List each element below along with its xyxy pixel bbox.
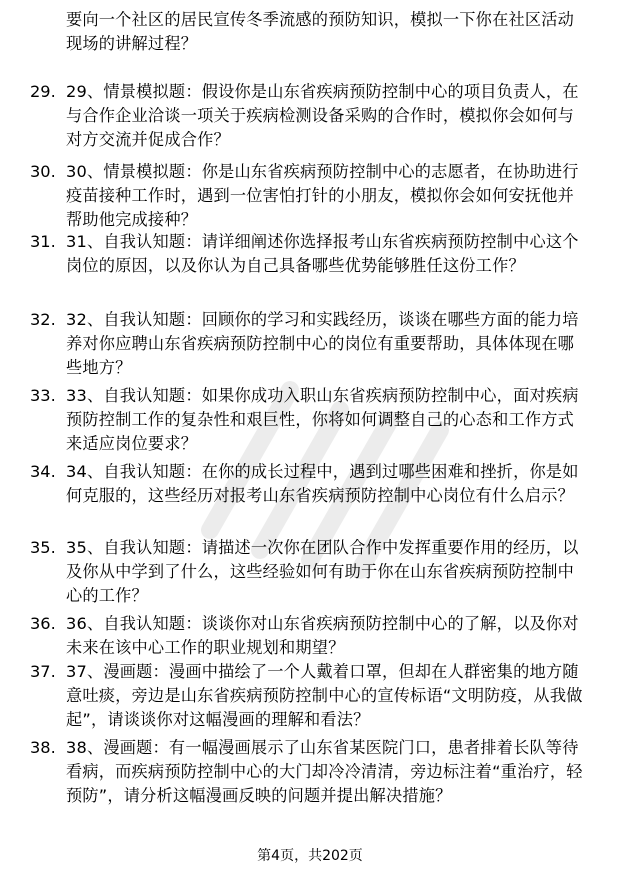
question-text: 32、自我认知题：回顾你的学习和实践经历，谈谈在哪些方面的能力培养对你应聘山东省疾病预防控制中心的岗位有重要帮助，具体体现在哪些地方？	[66, 310, 579, 377]
question-number: 37.	[30, 662, 56, 681]
question-text: 36、自我认知题：谈谈你对山东省疾病预防控制中心的了解，以及你对未来在该中心工作的职业规划和期望？	[66, 614, 579, 657]
question-number: 32.	[30, 310, 56, 329]
question-text: 35、自我认知题：请描述一次你在团队合作中发挥重要作用的经历，以及你从中学到了什么，这些经验如何有助于你在山东省疾病预防控制中心的工作？	[66, 538, 579, 605]
question-number: 36.	[30, 614, 56, 633]
page-number: 第4页，共202页	[257, 848, 363, 864]
question-number: 29.	[30, 82, 56, 101]
question-text: 37、漫画题：漫画中描绘了一个人戴着口罩，但却在人群密集的地方随意吐痰，旁边是山东省疾病预防控制中心的宣传标语“文明防疫，从我做起”，请谈谈你对这幅漫画的理解和看法？	[66, 662, 583, 729]
question-number: 33.	[30, 386, 56, 405]
question-text: 33、自我认知题：如果你成功入职山东省疾病预防控制中心，面对疾病预防控制工作的复杂性和艰巨性，你将如何调整自己的心态和工作方式来适应岗位要求？	[66, 386, 579, 453]
question-text: 30、情景模拟题：你是山东省疾病预防控制中心的志愿者，在协助进行疫苗接种工作时，遇到一位害怕打针的小朋友，模拟你会如何安抚他并帮助他完成接种？	[66, 162, 579, 229]
question-number: 34.	[30, 462, 56, 481]
question-text: 34、自我认知题：在你的成长过程中，遇到过哪些困难和挫折，你是如何克服的，这些经历对报考山东省疾病预防控制中心岗位有什么启示？	[66, 462, 579, 505]
question-number: 30.	[30, 162, 56, 181]
question-text: 38、漫画题：有一幅漫画展示了山东省某医院门口，患者排着长队等待看病，而疾病预防控制中心的大门却冷冷清清，旁边标注着“重治疗，轻预防”，请分析这幅漫画反映的问题并提出解决措施？	[66, 738, 583, 805]
question-number: 31.	[30, 232, 56, 251]
question-text: 29、情景模拟题：假设你是山东省疾病预防控制中心的项目负责人，在与合作企业洽谈一项关于疾病检测设备采购的合作时，模拟你会如何与对方交流并促成合作？	[66, 82, 579, 149]
question-text: 31、自我认知题：请详细阐述你选择报考山东省疾病预防控制中心这个岗位的原因，以及你认为自己具备哪些优势能够胜任这份工作？	[66, 232, 579, 275]
continuation-paragraph: 要向一个社区的居民宣传冬季流感的预防知识，模拟一下你在社区活动现场的讲解过程？	[66, 10, 575, 53]
question-number: 35.	[30, 538, 56, 557]
question-number: 38.	[30, 738, 56, 757]
